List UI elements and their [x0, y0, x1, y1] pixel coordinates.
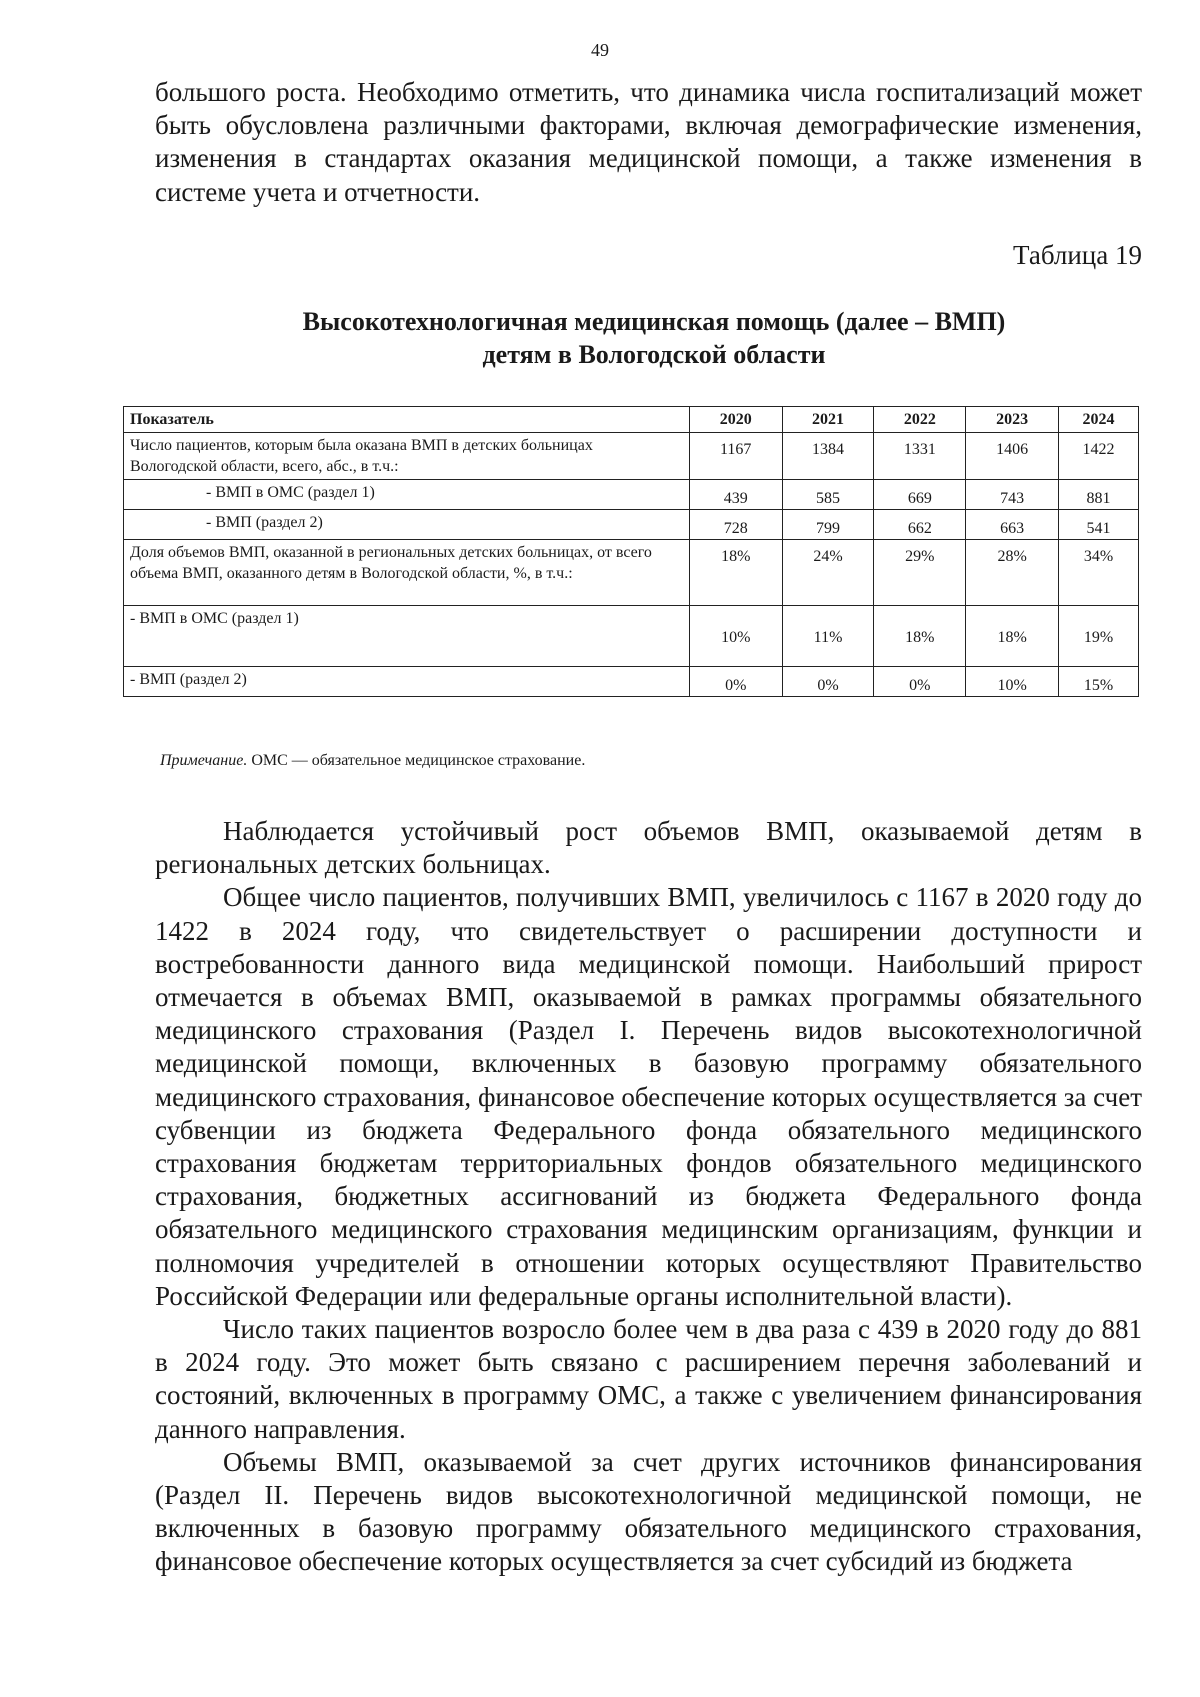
table-cell: 18%	[874, 606, 966, 667]
table-title	[160, 305, 1148, 371]
table-cell: 18%	[689, 540, 782, 606]
table-row	[124, 667, 1139, 697]
table-cell: 1331	[874, 433, 966, 480]
table-cell: 1384	[782, 433, 874, 480]
table-note	[160, 752, 585, 770]
table-cell: 10%	[966, 667, 1059, 697]
body-paragraph: Объемы ВМП, оказываемой за счет других источников финансирования (Раздел II. Перечень видов высокотехнологичной медицинской помощи, не включенных в базовую программу обязательного медицинского страхования, финансовое обеспечение которых осуществляется за счет субсидий из бюджета	[155, 1446, 1142, 1577]
table-row	[124, 480, 1139, 510]
table-cell: 799	[782, 510, 874, 540]
row-label: - ВМП в ОМС (раздел 1)	[124, 606, 690, 667]
body-text	[155, 815, 1142, 1579]
table-cell: 18%	[966, 606, 1059, 667]
body-paragraph: Число таких пациентов возросло более чем в два раза с 439 в 2020 году до 881 в 2024 году. Это может быть связано с расширением перечня заболеваний и состояний, включенных в программу ОМС, а также с увеличением финансирования данного направления.	[155, 1314, 1142, 1444]
table-cell: 0%	[689, 667, 782, 697]
header-indicator: Показатель	[124, 407, 690, 433]
table-cell: 669	[874, 480, 966, 510]
table-cell: 15%	[1059, 667, 1139, 697]
table-cell: 1167	[689, 433, 782, 480]
table-cell: 10%	[689, 606, 782, 667]
row-label: - ВМП в ОМС (раздел 1)	[124, 480, 690, 510]
table-cell: 743	[966, 480, 1059, 510]
header-year: 2024	[1059, 407, 1139, 433]
table-row	[124, 606, 1139, 667]
intro-paragraph: большого роста. Необходимо отметить, что динамика числа госпитализаций может быть обусловлена различными факторами, включая демографические изменения, изменения в стандартах оказания медицинской помощи, а также изменения в системе учета и отчетности.	[155, 77, 1142, 207]
table-cell: 1406	[966, 433, 1059, 480]
header-year: 2021	[782, 407, 874, 433]
table-cell: 662	[874, 510, 966, 540]
table-title-line-2: детям в Вологодской области	[482, 340, 826, 369]
page-number: 49	[591, 40, 609, 60]
table-cell: 1422	[1059, 433, 1139, 480]
row-label: Доля объемов ВМП, оказанной в региональных детских больницах, от всего объема ВМП, оказанного детям в Вологодской области, %, в т.ч.:	[124, 540, 690, 606]
table-cell: 585	[782, 480, 874, 510]
table-cell: 541	[1059, 510, 1139, 540]
table-row	[124, 433, 1139, 480]
table-cell: 0%	[782, 667, 874, 697]
header-year: 2022	[874, 407, 966, 433]
table-cell: 29%	[874, 540, 966, 606]
table-header-row	[124, 407, 1139, 433]
row-label: - ВМП (раздел 2)	[124, 510, 690, 540]
header-year: 2023	[966, 407, 1059, 433]
table-row	[124, 540, 1139, 606]
body-paragraph: Наблюдается устойчивый рост объемов ВМП, оказываемой детям в региональных детских больницах.	[155, 816, 1142, 880]
row-label: - ВМП (раздел 2)	[124, 667, 690, 697]
data-table	[123, 406, 1139, 697]
table-cell: 881	[1059, 480, 1139, 510]
table-cell: 0%	[874, 667, 966, 697]
header-year: 2020	[689, 407, 782, 433]
row-label: Число пациентов, которым была оказана ВМП в детских больницах Вологодской области, всего, абс., в т.ч.:	[124, 433, 690, 480]
table-cell: 24%	[782, 540, 874, 606]
note-text: ОМС — обязательное медицинское страхование.	[247, 752, 586, 769]
table-cell: 439	[689, 480, 782, 510]
table-cell: 34%	[1059, 540, 1139, 606]
table-cell: 28%	[966, 540, 1059, 606]
table-row	[124, 510, 1139, 540]
note-label: Примечание.	[160, 752, 248, 769]
table-title-line-1: Высокотехнологичная медицинская помощь (далее – ВМП)	[302, 307, 1006, 336]
table-cell: 11%	[782, 606, 874, 667]
table-cell: 663	[966, 510, 1059, 540]
table-label: Таблица 19	[1013, 240, 1142, 270]
body-paragraph: Общее число пациентов, получивших ВМП, увеличилось с 1167 в 2020 году до 1422 в 2024 году, что свидетельствует о расширении доступности и востребованности данного вида медицинской помощи. Наибольший прирост отмечается в объемах ВМП, оказываемой в рамках программы обязательного медицинского страхования (Раздел I. Перечень видов высокотехнологичной медицинской помощи, включенных в базовую программу обязательного медицинского страхования, финансовое обеспечение которых осуществляется за счет субвенции из бюджета Федерального фонда обязательного медицинского страхования бюджетам территориальных фондов обязательного медицинского страхования, бюджетных ассигнований из бюджета Федерального фонда обязательного медицинского страхования медицинским организациям, функции и полномочия учредителей в отношении которых осуществляют Правительство Российской Федерации или федеральные органы исполнительной власти).	[155, 882, 1142, 1311]
table-cell: 19%	[1059, 606, 1139, 667]
table-cell: 728	[689, 510, 782, 540]
